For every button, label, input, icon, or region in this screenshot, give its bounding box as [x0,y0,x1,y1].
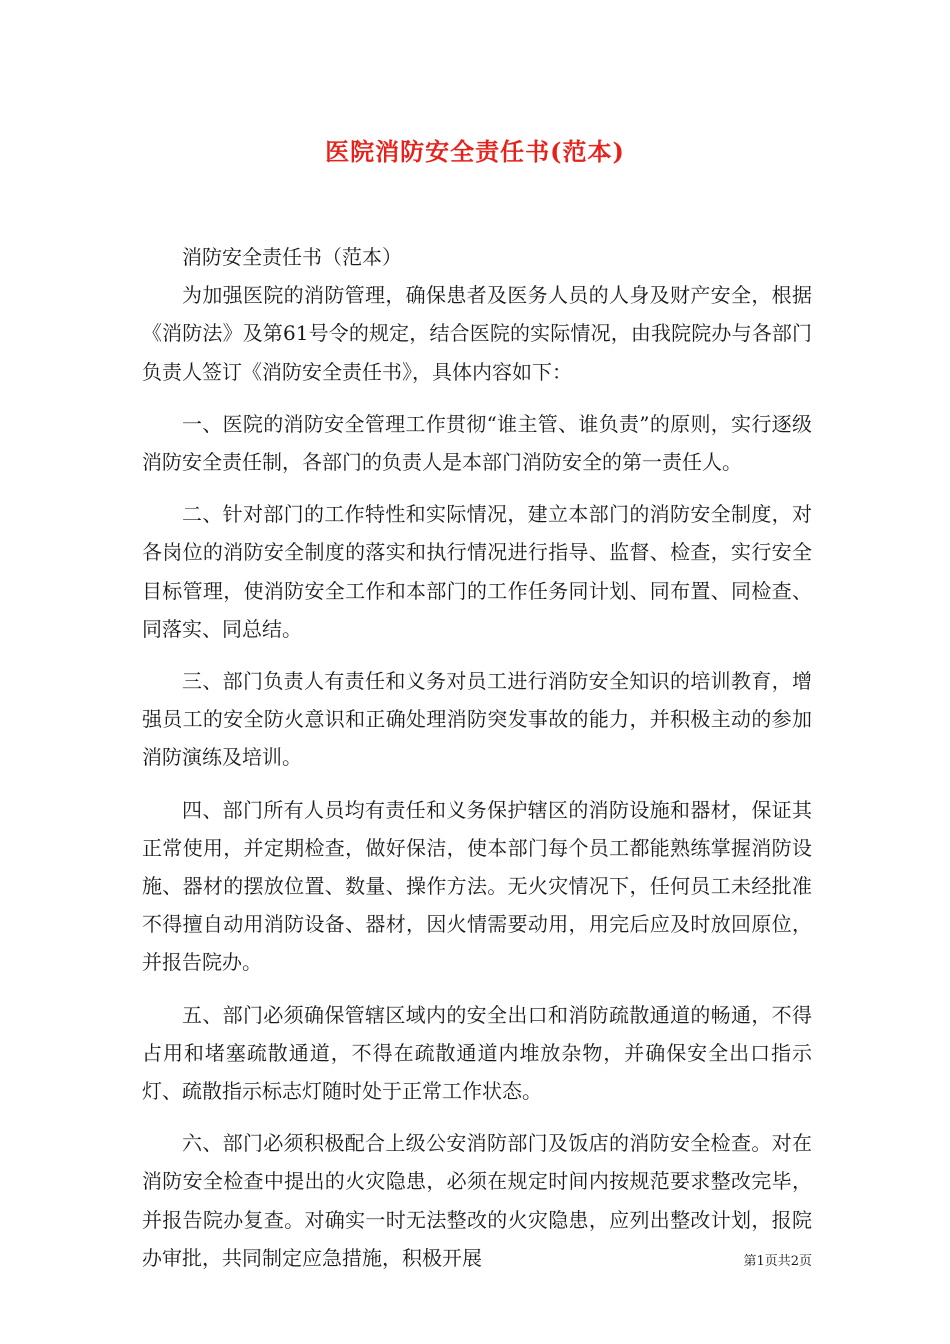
document-body [142,238,812,1291]
page-number: 第1页共2页 [743,1254,812,1269]
paragraph-heading: 消防安全责任书（范本） [182,245,402,269]
paragraph-intro: 为加强医院的消防管理，确保患者及医务人员的人身及财产安全，根据《消防法》及第61号令的规定，结合医院的实际情况，由我院院办与各部门负责人签订《消防安全责任书》，具体内容如下： [142,283,812,384]
document-title: 医院消防安全责任书(范本) [325,137,625,166]
paragraph-clause-2: 二、针对部门的工作特性和实际情况，建立本部门的消防安全制度，对各岗位的消防安全制度的落实和执行情况进行指导、监督、检查，实行安全目标管理，使消防安全工作和本部门的工作任务同计划、同布置、同检查、同落实、同总结。 [142,502,812,641]
paragraph-clause-4: 四、部门所有人员均有责任和义务保护辖区的消防设施和器材，保证其正常使用，并定期检查，做好保洁，使本部门每个员工都能熟练掌握消防设施、器材的摆放位置、数量、操作方法。无火灾情况下，任何员工未经批准不得擅自动用消防设备、器材，因火情需要动用，用完后应及时放回原位，并报告院办。 [142,797,812,975]
paragraph-clause-3: 三、部门负责人有责任和义务对员工进行消防安全知识的培训教育，增强员工的安全防火意识和正确处理消防突发事故的能力，并积极主动的参加消防演练及培训。 [142,669,812,770]
paragraph-clause-6: 六、部门必须积极配合上级公安消防部门及饭店的消防安全检查。对在消防安全检查中提出的火灾隐患，必须在规定时间内按规范要求整改完毕，并报告院办复查。对确实一时无法整改的火灾隐患，应列出整改计划，报院办审批，共同制定应急措施，积极开展 [142,1131,812,1270]
paragraph-clause-5: 五、部门必须确保管辖区域内的安全出口和消防疏散通道的畅通，不得占用和堵塞疏散通道，不得在疏散通道内堆放杂物，并确保安全出口指示灯、疏散指示标志灯随时处于正常工作状态。 [142,1002,812,1104]
paragraph-clause-1: 一、医院的消防安全管理工作贯彻“谁主管、谁负责”的原则，实行逐级消防安全责任制，各部门的负责人是本部门消防安全的第一责任人。 [142,411,812,475]
